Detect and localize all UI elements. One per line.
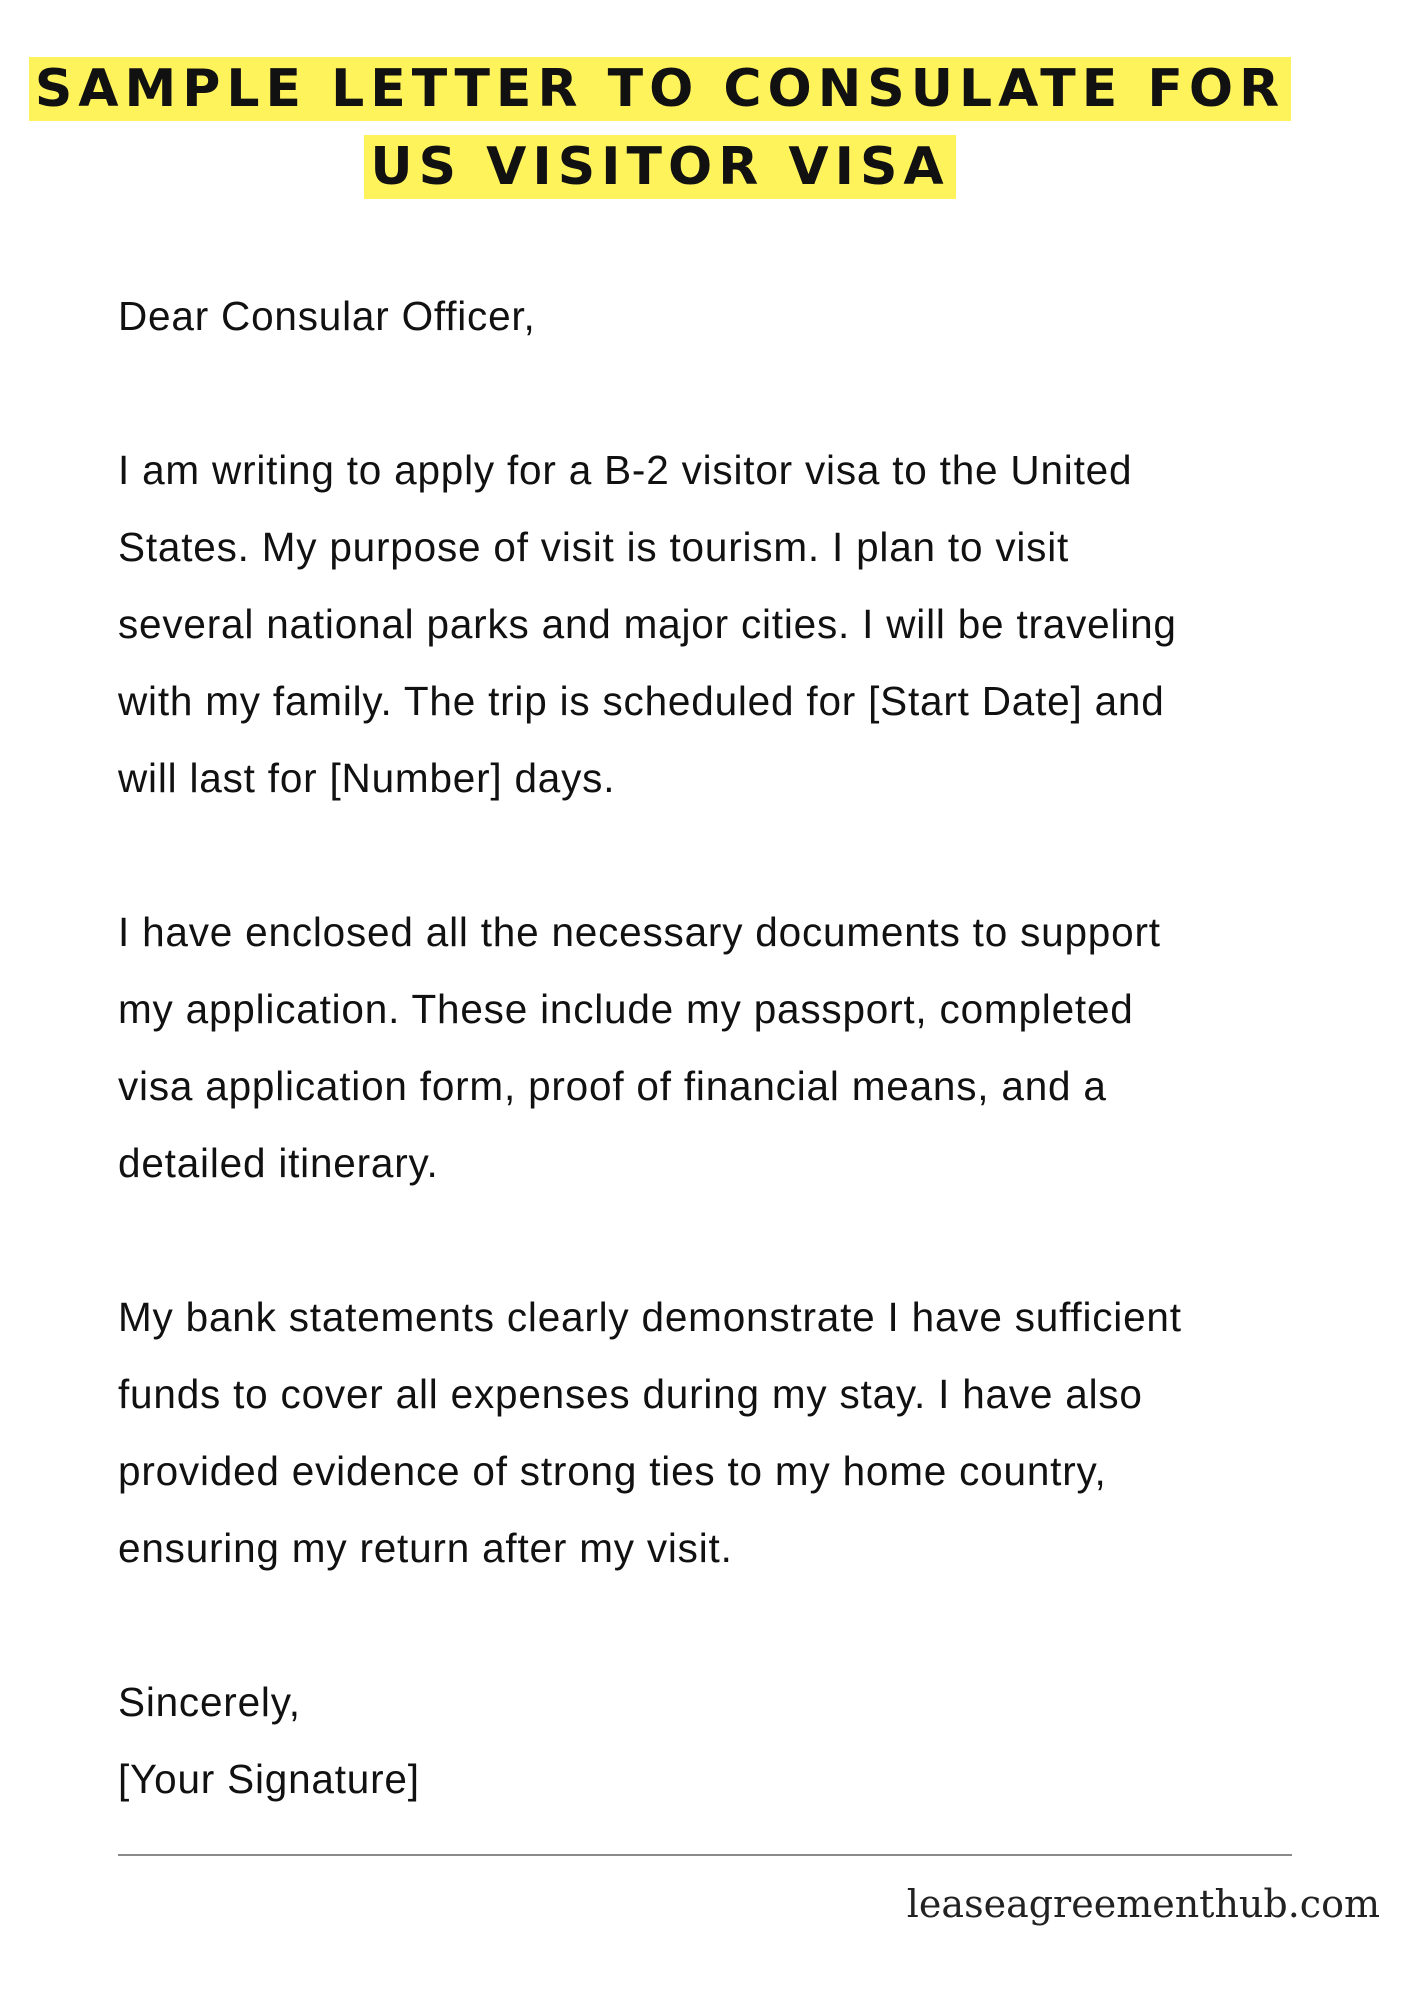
paragraph-line: provided evidence of strong ties to my home country, [118,1448,1107,1494]
paragraph-line: several national parks and major cities. I will be traveling [118,601,1177,647]
paragraph-line: States. My purpose of visit is tourism. I plan to visit [118,524,1070,570]
footer-divider [118,1854,1292,1856]
signature-placeholder: [Your Signature] [118,1756,420,1802]
paragraph-line: funds to cover all expenses during my stay. I have also [118,1371,1143,1417]
paragraph-line: visa application form, proof of financial means, and a [118,1063,1107,1109]
paragraph-line: My bank statements clearly demonstrate I have sufficient [118,1294,1182,1340]
title-line-1: SAMPLE LETTER TO CONSULATE FOR [29,57,1291,121]
title-line-2: US VISITOR VISA [364,135,955,199]
paragraph-line: I am writing to apply for a B-2 visitor visa to the United [118,447,1133,493]
paragraph-1 [118,432,1348,817]
paragraph-2 [118,894,1348,1202]
paragraph-line: will last for [Number] days. [118,755,616,801]
salutation: Dear Consular Officer, [118,293,536,339]
paragraph-line: I have enclosed all the necessary documents to support [118,909,1161,955]
paragraph-line: with my family. The trip is scheduled for [Start Date] and [118,678,1165,724]
page-title [0,50,1320,206]
letter-body [118,278,1348,1818]
closing: Sincerely, [118,1679,301,1725]
paragraph-line: ensuring my return after my visit. [118,1525,733,1571]
footer-website: leaseagreementhub.com [906,1882,1380,1926]
paragraph-line: my application. These include my passport, completed [118,986,1134,1032]
paragraph-line: detailed itinerary. [118,1140,439,1186]
paragraph-3 [118,1279,1348,1587]
